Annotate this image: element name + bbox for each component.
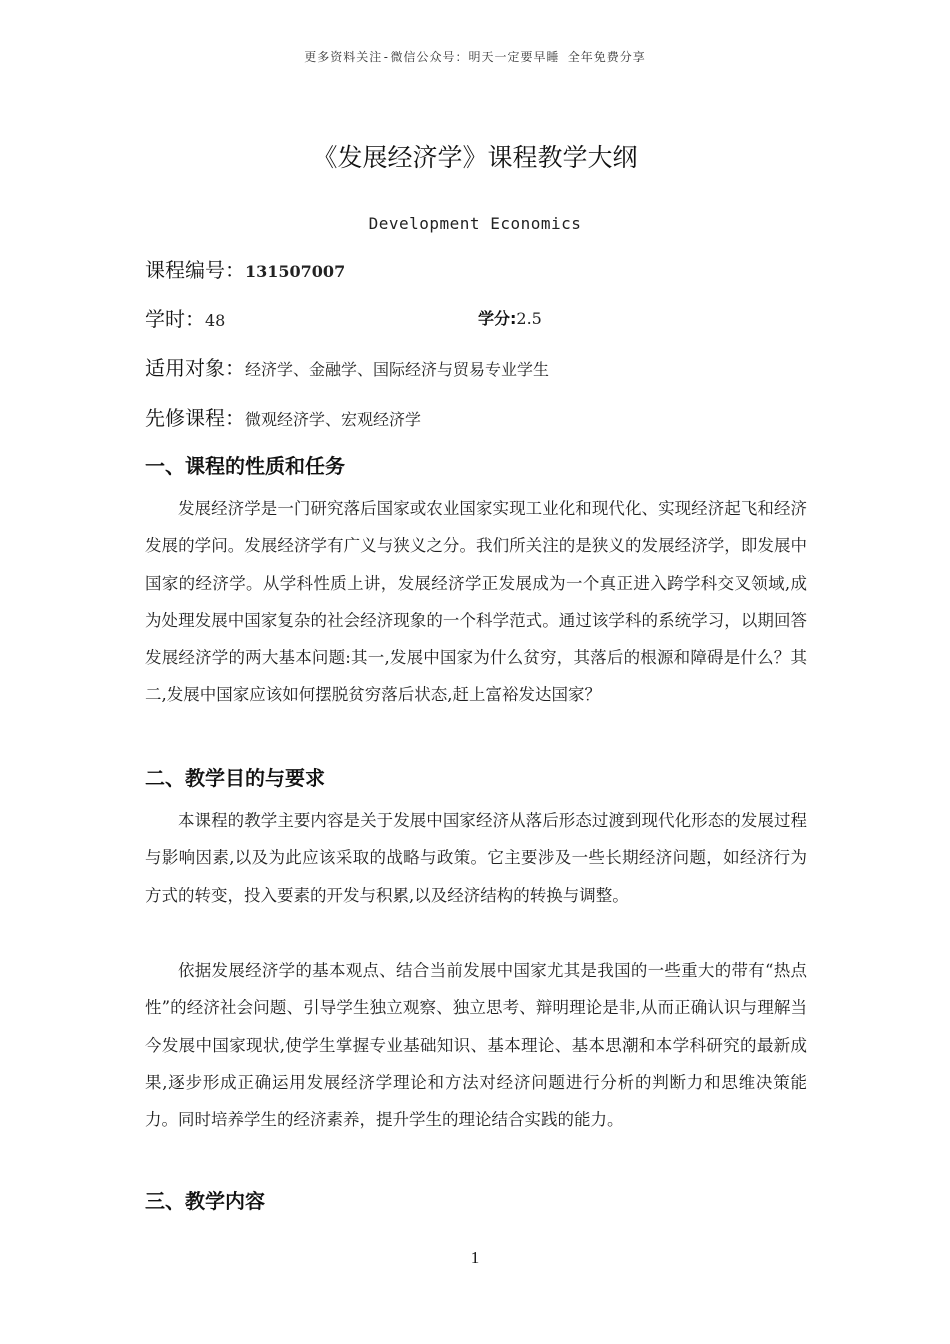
course-credit-row [478, 306, 542, 329]
course-prereq-value: 微观经济学、宏观经济学 [245, 410, 422, 429]
course-audience-label: 适用对象： [145, 356, 245, 380]
course-hours-row [145, 303, 225, 332]
section-heading: 二、教学目的与要求 [145, 766, 325, 790]
section-paragraph: 依据发展经济学的基本观点、结合当前发展中国家尤其是我国的一些重大的带有“热点性”的经济社会问题、引导学生独立观察、独立思考、辩明理论是非,从而正确认识与理解当今发展中国家现状,使学生掌握专业基础知识、基本理论、基本思潮和本学科研究的最新成果,逐步形成正确运用发展经济学理论和方法对经济问题进行分析的判断力和思维决策能力。同时培养学生的经济素养，提升学生的理论结合实践的能力。 [145, 961, 807, 1130]
wechat-banner: 更多资料关注-微信公众号：明天一定要早睡 全年免费分享 [304, 50, 646, 64]
course-audience-value: 经济学、金融学、国际经济与贸易专业学生 [245, 360, 550, 379]
course-credit-label: 学分: [478, 309, 517, 328]
section-paragraph: 发展经济学是一门研究落后国家或农业国家实现工业化和现代化、实现经济起飞和经济发展的学问。发展经济学有广义与狭义之分。我们所关注的是狭义的发展经济学，即发展中国家的经济学。从学科性质上讲，发展经济学正发展成为一个真正进入跨学科交叉领域,成为处理发展中国家复杂的社会经济现象的一个科学范式。通过该学科的系统学习，以期回答发展经济学的两大基本问题:其一,发展中国家为什么贫穷，其落后的根源和障碍是什么？其二,发展中国家应该如何摆脱贫穷落后状态,赶上富裕发达国家？ [145, 499, 807, 705]
course-credit-value: 2.5 [516, 309, 542, 328]
course-code-row [145, 254, 345, 283]
section-heading: 三、教学内容 [145, 1189, 265, 1213]
course-prereq-label: 先修课程： [145, 406, 245, 430]
page-number: 1 [470, 1248, 480, 1267]
course-hours-value: 48 [205, 311, 226, 330]
document-subtitle: Development Economics [368, 214, 582, 233]
section-paragraph: 本课程的教学主要内容是关于发展中国家经济从落后形态过渡到现代化形态的发展过程与影响因素,以及为此应该采取的战略与政策。它主要涉及一些长期经济问题，如经济行为方式的转变，投入要素的开发与积累,以及经济结构的转换与调整。 [145, 811, 807, 905]
course-audience-row [145, 352, 549, 381]
course-code-label: 课程编号： [145, 258, 245, 282]
course-prereq-row [145, 402, 421, 431]
course-code-value: 131507007 [245, 262, 346, 281]
document-title: 《发展经济学》课程教学大纲 [312, 143, 638, 172]
section-heading: 一、课程的性质和任务 [145, 454, 345, 478]
course-hours-label: 学时： [145, 307, 205, 331]
